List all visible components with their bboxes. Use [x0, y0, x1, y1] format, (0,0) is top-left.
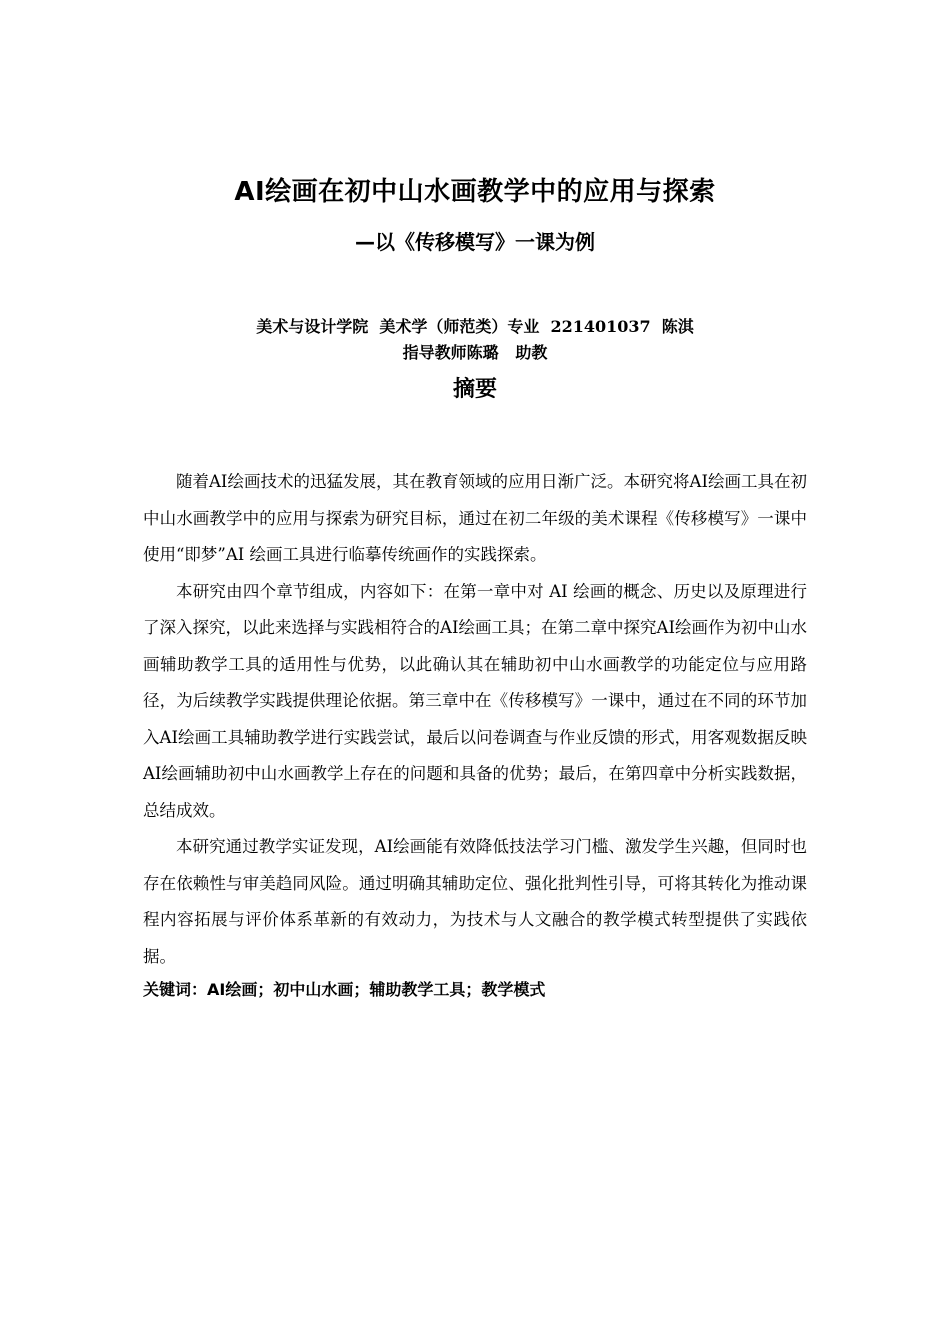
abstract-paragraph: 本研究通过教学实证发现，AI绘画能有效降低技法学习门槛、激发学生兴趣，但同时也存在依赖性与审美趋同风险。通过明确其辅助定位、强化批判性引导，可将其转化为推动课程内容拓展与评价体系革新的有效动力，为技术与人文融合的教学模式转型提供了实践依据。: [143, 837, 807, 966]
author-affiliation: 美术与设计学院 美术学（师范类）专业 221401037 陈淇: [256, 317, 694, 336]
keywords: 关键词：AI绘画；初中山水画；辅助教学工具；教学模式: [143, 980, 546, 999]
abstract-paragraph: 随着AI绘画技术的迅猛发展，其在教育领域的应用日渐广泛。本研究将AI绘画工具在初中山水画教学中的应用与探索为研究目标，通过在初二年级的美术课程《传移模写》一课中使用“即梦”AI 绘画工具进行临摹传统画作的实践探索。: [143, 472, 807, 564]
abstract-heading: 摘要: [452, 377, 497, 402]
abstract-body: [143, 464, 807, 1005]
paper-title: AI绘画在初中山水画教学中的应用与探索: [234, 177, 716, 207]
abstract-paragraph: 本研究由四个章节组成，内容如下：在第一章中对 AI 绘画的概念、历史以及原理进行了深入探究，以此来选择与实践相符合的AI绘画工具；在第二章中探究AI绘画作为初中山水画辅助教学工具的适用性与优势，以此确认其在辅助初中山水画教学的功能定位与应用路径，为后续教学实践提供理论依据。第三章中在《传移模写》一课中，通过在不同的环节加入AI绘画工具辅助教学进行实践尝试，最后以问卷调查与作业反馈的形式，用客观数据反映AI绘画辅助初中山水画教学上存在的问题和具备的优势；最后，在第四章中分析实践数据，总结成效。: [143, 581, 807, 820]
advisor-line: 指导教师陈璐 助教: [402, 343, 548, 362]
paper-subtitle: —以《传移模写》一课为例: [355, 230, 595, 254]
